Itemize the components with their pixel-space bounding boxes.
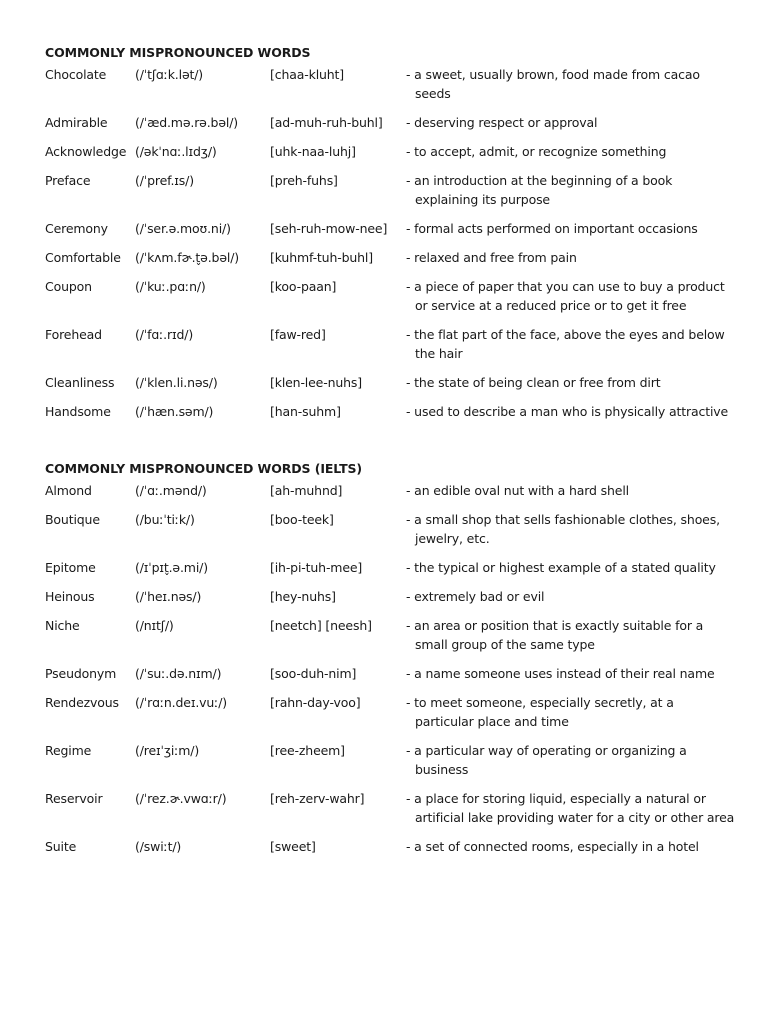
entry-word: Reservoir bbox=[45, 791, 103, 806]
entry-word: Acknowledge bbox=[45, 144, 127, 159]
entry-word: Ceremony bbox=[45, 221, 108, 236]
entry-definition: - relaxed and free from pain bbox=[406, 250, 577, 265]
entry-ipa: (/ˈpref.ɪs/) bbox=[135, 173, 194, 188]
entry-ipa: (/ˈkuː.pɑːn/) bbox=[135, 279, 206, 294]
entry-definition: - a name someone uses instead of their real name bbox=[406, 666, 715, 681]
entry-definition: - an area or position that is exactly suitable for a small group of the same type bbox=[406, 618, 704, 652]
entry-definition: - a small shop that sells fashionable clothes, shoes, jewelry, etc. bbox=[406, 512, 720, 546]
word-entry bbox=[45, 693, 735, 741]
word-entry bbox=[45, 837, 735, 866]
entry-word: Preface bbox=[45, 173, 91, 188]
section-ielts bbox=[45, 460, 735, 866]
entry-respelling: [seh-ruh-mow-nee] bbox=[270, 221, 388, 236]
entry-respelling: [ah-muhnd] bbox=[270, 483, 343, 498]
entry-ipa: (/ˈtʃɑːk.lət/) bbox=[135, 67, 204, 82]
entry-word: Epitome bbox=[45, 560, 96, 575]
entry-ipa: (/ˈfɑː.rɪd/) bbox=[135, 327, 194, 342]
word-entry bbox=[45, 325, 735, 373]
entry-ipa: (/ˈhæn.səm/) bbox=[135, 404, 214, 419]
word-entry bbox=[45, 616, 735, 664]
entry-definition: - an introduction at the beginning of a book explaining its purpose bbox=[406, 173, 673, 207]
word-entry bbox=[45, 402, 735, 431]
document-page bbox=[45, 44, 735, 895]
entry-respelling: [han-suhm] bbox=[270, 404, 341, 419]
entry-ipa: (/ˈæd.mə.rə.bəl/) bbox=[135, 115, 238, 130]
entry-definition: - used to describe a man who is physically attractive bbox=[406, 404, 729, 419]
entry-ipa: (/ˈklen.li.nəs/) bbox=[135, 375, 218, 390]
entry-ipa: (/buːˈtiːk/) bbox=[135, 512, 195, 527]
entry-respelling: [sweet] bbox=[270, 839, 316, 854]
entry-respelling: [faw-red] bbox=[270, 327, 326, 342]
entry-word: Cleanliness bbox=[45, 375, 115, 390]
entry-respelling: [klen-lee-nuhs] bbox=[270, 375, 362, 390]
entry-respelling: [chaa-kluht] bbox=[270, 67, 345, 82]
entry-definition: - a sweet, usually brown, food made from cacao seeds bbox=[406, 67, 700, 101]
entry-word: Rendezvous bbox=[45, 695, 119, 710]
entry-ipa: (/ˈrez.ɚ.vwɑːr/) bbox=[135, 791, 227, 806]
entry-respelling: [ad-muh-ruh-buhl] bbox=[270, 115, 383, 130]
entry-ipa: (/əkˈnɑː.lɪdʒ/) bbox=[135, 144, 217, 159]
word-entry bbox=[45, 277, 735, 325]
entry-respelling: [rahn-day-voo] bbox=[270, 695, 361, 710]
entry-definition: - to accept, admit, or recognize something bbox=[406, 144, 667, 159]
entry-word: Comfortable bbox=[45, 250, 121, 265]
entry-ipa: (/ˈser.ə.moʊ.ni/) bbox=[135, 221, 231, 236]
entry-definition: - a piece of paper that you can use to buy a product or service at a reduced price or to get it free bbox=[406, 279, 725, 313]
entry-respelling: [ree-zheem] bbox=[270, 743, 345, 758]
entry-ipa: (/swiːt/) bbox=[135, 839, 182, 854]
entry-word: Forehead bbox=[45, 327, 102, 342]
word-entry bbox=[45, 481, 735, 510]
entry-word: Suite bbox=[45, 839, 77, 854]
entry-ipa: (/ɪˈpɪt̬.ə.mi/) bbox=[135, 560, 208, 575]
entry-respelling: [preh-fuhs] bbox=[270, 173, 338, 188]
entry-respelling: [uhk-naa-luhj] bbox=[270, 144, 356, 159]
entry-ipa: (/reɪˈʒiːm/) bbox=[135, 743, 200, 758]
entry-word: Niche bbox=[45, 618, 80, 633]
entry-word: Chocolate bbox=[45, 67, 107, 82]
word-entry bbox=[45, 789, 735, 837]
entry-definition: - to meet someone, especially secretly, at a particular place and time bbox=[406, 695, 674, 729]
word-entry bbox=[45, 171, 735, 219]
entry-respelling: [reh-zerv-wahr] bbox=[270, 791, 365, 806]
entry-definition: - a set of connected rooms, especially in a hotel bbox=[406, 839, 699, 854]
entry-definition: - deserving respect or approval bbox=[406, 115, 598, 130]
entry-definition: - the flat part of the face, above the eyes and below the hair bbox=[406, 327, 725, 361]
entry-definition: - a particular way of operating or organizing a business bbox=[406, 743, 687, 777]
entry-definition: - formal acts performed on important occasions bbox=[406, 221, 698, 236]
word-entry bbox=[45, 741, 735, 789]
entry-definition: - an edible oval nut with a hard shell bbox=[406, 483, 629, 498]
word-entry bbox=[45, 587, 735, 616]
entry-definition: - the typical or highest example of a stated quality bbox=[406, 560, 716, 575]
word-entry bbox=[45, 113, 735, 142]
entry-word: Regime bbox=[45, 743, 92, 758]
entry-respelling: [soo-duh-nim] bbox=[270, 666, 357, 681]
entry-respelling: [neetch] [neesh] bbox=[270, 618, 372, 633]
entry-word: Almond bbox=[45, 483, 92, 498]
entry-definition: - the state of being clean or free from dirt bbox=[406, 375, 661, 390]
entry-respelling: [boo-teek] bbox=[270, 512, 334, 527]
section-general bbox=[45, 44, 735, 431]
entry-respelling: [hey-nuhs] bbox=[270, 589, 336, 604]
entry-ipa: (/ˈrɑːn.deɪ.vuː/) bbox=[135, 695, 228, 710]
entry-list bbox=[45, 65, 735, 431]
entry-ipa: (/ˈsuː.də.nɪm/) bbox=[135, 666, 222, 681]
entry-respelling: [kuhmf-tuh-buhl] bbox=[270, 250, 373, 265]
entry-ipa: (/ˈheɪ.nəs/) bbox=[135, 589, 202, 604]
entry-respelling: [koo-paan] bbox=[270, 279, 337, 294]
entry-word: Coupon bbox=[45, 279, 92, 294]
word-entry bbox=[45, 248, 735, 277]
entry-respelling: [ih-pi-tuh-mee] bbox=[270, 560, 363, 575]
entry-word: Handsome bbox=[45, 404, 111, 419]
section-title: COMMONLY MISPRONOUNCED WORDS bbox=[45, 45, 311, 60]
word-entry bbox=[45, 373, 735, 402]
section-title: COMMONLY MISPRONOUNCED WORDS (IELTS) bbox=[45, 461, 363, 476]
word-entry bbox=[45, 558, 735, 587]
entry-list bbox=[45, 481, 735, 866]
entry-ipa: (/ˈkʌm.fɚ.t̬ə.bəl/) bbox=[135, 250, 239, 265]
word-entry bbox=[45, 664, 735, 693]
entry-word: Heinous bbox=[45, 589, 95, 604]
entry-ipa: (/nɪtʃ/) bbox=[135, 618, 174, 633]
entry-word: Boutique bbox=[45, 512, 100, 527]
entry-word: Pseudonym bbox=[45, 666, 117, 681]
word-entry bbox=[45, 219, 735, 248]
word-entry bbox=[45, 142, 735, 171]
entry-word: Admirable bbox=[45, 115, 108, 130]
entry-ipa: (/ˈɑː.mənd/) bbox=[135, 483, 207, 498]
word-entry bbox=[45, 65, 735, 113]
word-entry bbox=[45, 510, 735, 558]
entry-definition: - a place for storing liquid, especially a natural or artificial lake providing water for a city or other area bbox=[406, 791, 735, 825]
entry-definition: - extremely bad or evil bbox=[406, 589, 545, 604]
